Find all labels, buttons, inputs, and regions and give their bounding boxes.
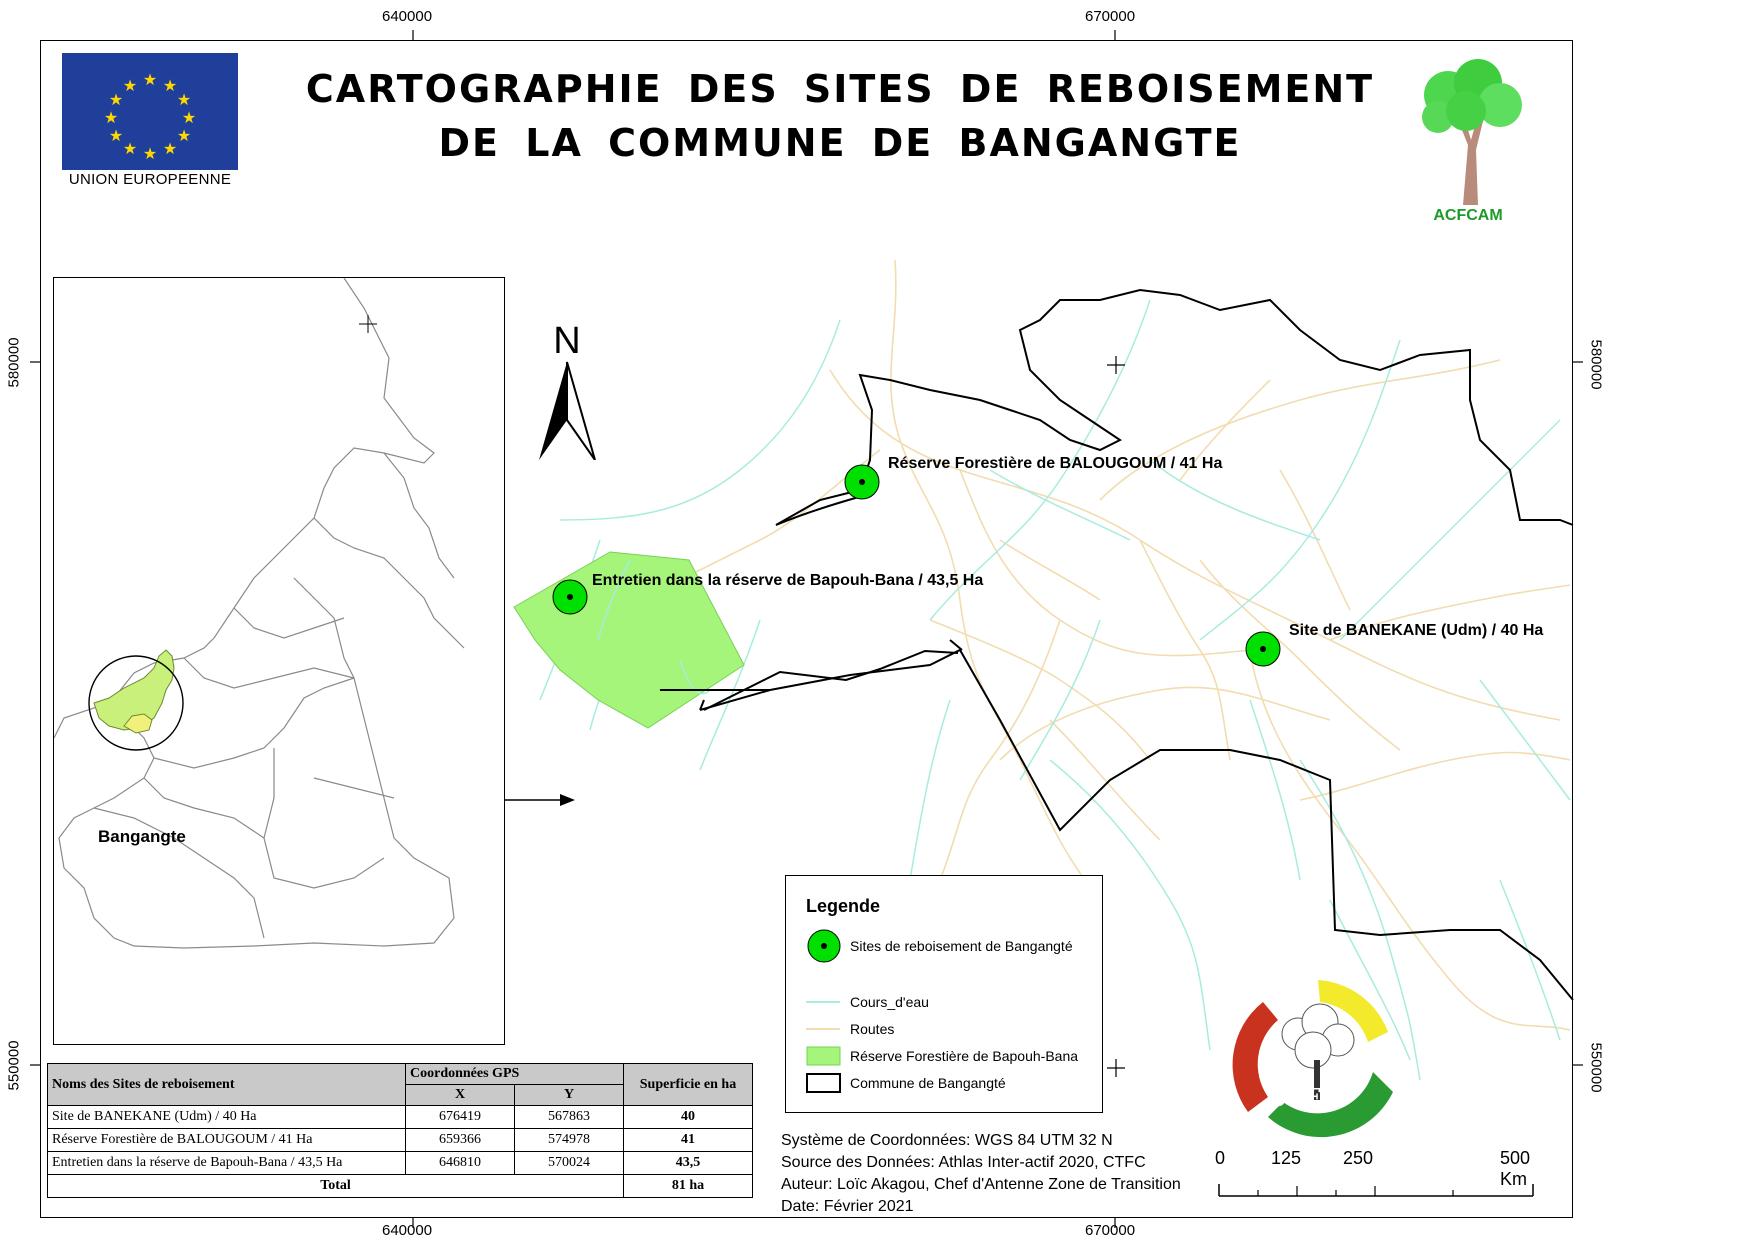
cell-x: 646810 bbox=[406, 1152, 515, 1175]
inset-map bbox=[53, 277, 505, 1045]
site-label-balougoum: Réserve Forestière de BALOUGOUM / 41 Ha bbox=[888, 455, 1223, 472]
legend-label-roads: Routes bbox=[850, 1021, 895, 1037]
svg-text:★: ★ bbox=[122, 76, 138, 95]
cell-area: 41 bbox=[624, 1129, 753, 1152]
ctfc-label: CTFC bbox=[1268, 1084, 1342, 1112]
svg-text:★: ★ bbox=[181, 108, 197, 127]
north-arrow bbox=[535, 320, 599, 460]
tree-icon bbox=[1408, 55, 1528, 205]
y-grid-label-right-bottom: 550000 bbox=[1587, 1042, 1605, 1093]
th-x: X bbox=[406, 1085, 515, 1106]
y-grid-label-right-top: 580000 bbox=[1587, 339, 1605, 390]
info-crs: Système de Coordonnées: WGS 84 UTM 32 N bbox=[781, 1132, 1113, 1149]
eu-logo bbox=[62, 53, 238, 191]
site-marker-balougoum[interactable] bbox=[845, 465, 879, 499]
scale-tick-500: 500 Km bbox=[1500, 1148, 1531, 1189]
north-letter: N bbox=[553, 320, 581, 362]
cell-area: 40 bbox=[624, 1106, 753, 1129]
info-date: Date: Février 2021 bbox=[781, 1198, 914, 1215]
legend-item-sites bbox=[806, 934, 1073, 958]
inset-country-map bbox=[54, 278, 505, 1045]
title-line-1: CARTOGRAPHIE DES SITES DE REBOISEMENT bbox=[305, 67, 1375, 111]
scale-tick-125: 125 bbox=[1271, 1148, 1302, 1168]
svg-text:★: ★ bbox=[108, 126, 124, 145]
x-grid-label-top-left: 640000 bbox=[382, 8, 433, 25]
legend-item-roads bbox=[806, 1017, 894, 1041]
cell-y: 567863 bbox=[515, 1106, 624, 1129]
svg-text:★: ★ bbox=[142, 144, 158, 163]
scale-tick-250: 250 bbox=[1343, 1148, 1374, 1168]
cell-y: 574978 bbox=[515, 1129, 624, 1152]
svg-text:★: ★ bbox=[108, 90, 124, 109]
sites-table bbox=[47, 1063, 753, 1198]
ctfc-emblem bbox=[1228, 972, 1403, 1147]
legend-item-rivers bbox=[806, 990, 929, 1014]
legend bbox=[785, 875, 1103, 1113]
map-title bbox=[300, 62, 1380, 170]
ctfc-logo bbox=[1228, 972, 1403, 1147]
legend-label-reserve: Réserve Forestière de Bapouh-Bana bbox=[850, 1048, 1079, 1064]
svg-text:★: ★ bbox=[142, 70, 158, 89]
legend-label-rivers: Cours_d'eau bbox=[850, 994, 929, 1010]
scale-tick-0: 0 bbox=[1215, 1148, 1226, 1168]
legend-label-commune: Commune de Bangangté bbox=[850, 1075, 1006, 1091]
y-grid-label-left-top: 580000 bbox=[5, 337, 23, 388]
cell-area: 43,5 bbox=[624, 1152, 753, 1175]
legend-title: Legende bbox=[806, 896, 881, 916]
scale-bar bbox=[1215, 1148, 1555, 1208]
x-grid-label-bottom-left: 640000 bbox=[382, 1222, 433, 1239]
x-grid-label-top-right: 670000 bbox=[1085, 8, 1136, 25]
inset-bangangte-label: Bangangte bbox=[98, 827, 186, 846]
site-marker-icon bbox=[806, 935, 842, 957]
cell-name: Entretien dans la réserve de Bapouh-Bana / 43,5 Ha bbox=[48, 1152, 406, 1175]
reserve-fill-icon bbox=[806, 1045, 842, 1067]
th-y: Y bbox=[515, 1085, 624, 1106]
svg-text:★: ★ bbox=[162, 139, 178, 158]
th-name: Noms des Sites de reboisement bbox=[48, 1064, 406, 1106]
table-row bbox=[48, 1152, 753, 1175]
cell-x: 659366 bbox=[406, 1129, 515, 1152]
info-author: Auteur: Loïc Akagou, Chef d'Antenne Zone de Transition bbox=[781, 1176, 1181, 1193]
legend-item-commune bbox=[806, 1071, 1006, 1095]
th-area: Superficie en ha bbox=[624, 1064, 753, 1106]
svg-text:★: ★ bbox=[103, 108, 119, 127]
table-total-row bbox=[48, 1175, 753, 1198]
x-grid-label-bottom-right: 670000 bbox=[1085, 1222, 1136, 1239]
table-row bbox=[48, 1106, 753, 1129]
th-gps: Coordonnées GPS bbox=[406, 1064, 624, 1085]
cell-name: Site de BANEKANE (Udm) / 40 Ha bbox=[48, 1106, 406, 1129]
cell-x: 676419 bbox=[406, 1106, 515, 1129]
legend-label-sites: Sites de reboisement de Bangangté bbox=[850, 938, 1073, 954]
legend-item-reserve bbox=[806, 1044, 1078, 1068]
title-line-2: DE LA COMMUNE DE BANGANGTE bbox=[438, 121, 1242, 165]
site-label-banekane: Site de BANEKANE (Udm) / 40 Ha bbox=[1289, 622, 1544, 639]
road-line-icon bbox=[806, 1018, 842, 1040]
svg-text:★: ★ bbox=[162, 76, 178, 95]
table-row bbox=[48, 1129, 753, 1152]
cell-name: Réserve Forestière de BALOUGOUM / 41 Ha bbox=[48, 1129, 406, 1152]
info-source: Source des Données: Athlas Inter-actif 2020, CTFC bbox=[781, 1154, 1146, 1171]
acfcam-logo bbox=[1408, 55, 1528, 230]
cell-total-value: 81 ha bbox=[624, 1175, 753, 1198]
svg-text:★: ★ bbox=[176, 90, 192, 109]
commune-outline-icon bbox=[806, 1072, 842, 1094]
site-marker-banekane[interactable] bbox=[1246, 632, 1280, 666]
cell-y: 570024 bbox=[515, 1152, 624, 1175]
site-label-bapouh-bana: Entretien dans la réserve de Bapouh-Bana / 43,5 Ha bbox=[592, 572, 984, 589]
cell-total-label: Total bbox=[48, 1175, 624, 1198]
eu-flag bbox=[62, 53, 238, 170]
svg-text:★: ★ bbox=[176, 126, 192, 145]
map-metadata bbox=[781, 1130, 1181, 1218]
eu-label: UNION EUROPEENNE bbox=[68, 171, 232, 188]
site-marker-bapouh-bana[interactable] bbox=[553, 580, 587, 614]
svg-text:★: ★ bbox=[122, 139, 138, 158]
river-line-icon bbox=[806, 991, 842, 1013]
y-grid-label-left-bottom: 550000 bbox=[5, 1040, 23, 1091]
acfcam-label: ACFCAM bbox=[1433, 207, 1503, 224]
